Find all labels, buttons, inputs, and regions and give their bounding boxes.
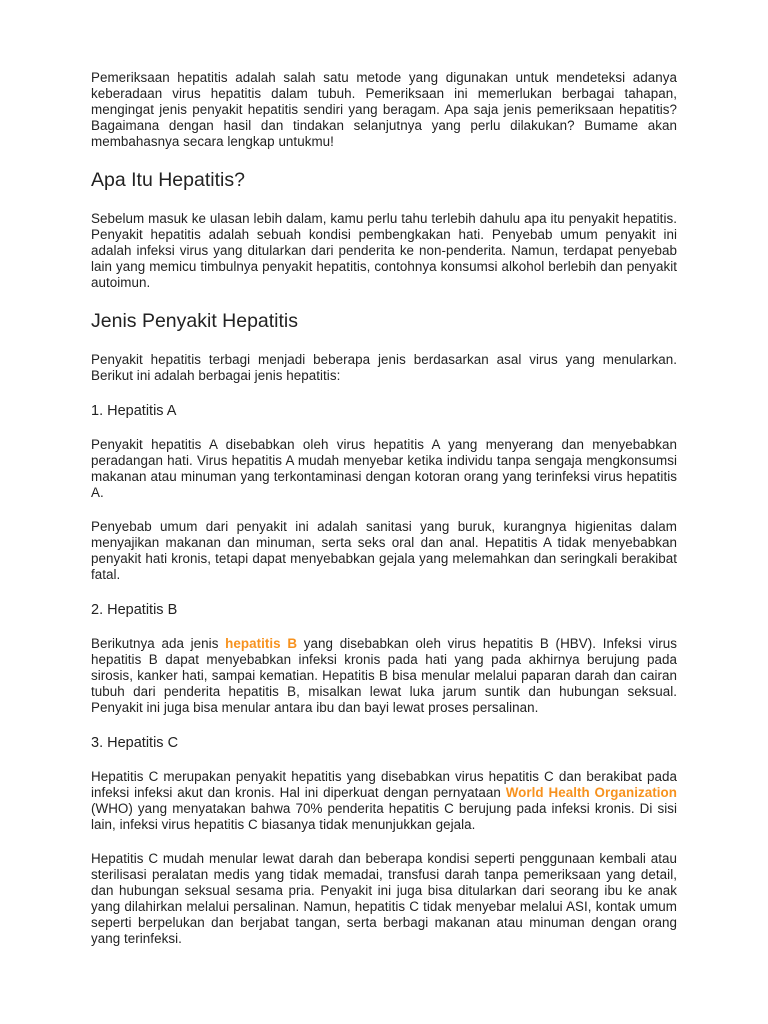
heading-hepatitis-b: 2. Hepatitis B — [91, 602, 178, 618]
paragraph-hepatitis-c-1 — [91, 769, 677, 833]
hepatitis-b-link[interactable]: hepatitis B — [225, 636, 298, 651]
who-link[interactable]: World Health Organization — [505, 785, 677, 800]
paragraph-hepatitis-b-post: yang disebabkan oleh virus hepatitis B (HBV). Infeksi virus hepatitis B dapat menyebabkan infeksi kronis pada hati yang pada akhirnya berujung pada sirosis, kanker hati, sampai kematian. Hepatitis B bisa menular melalui paparan darah dan cairan tubuh dari penderita hepatitis B, misalkan lewat luka jarum suntik dan hubungan seksual. Penyakit ini juga bisa menular antara ibu dan bayi lewat proses persalinan. — [91, 636, 678, 715]
heading-hepatitis-a: 1. Hepatitis A — [91, 403, 177, 419]
heading-hepatitis-c: 3. Hepatitis C — [91, 735, 179, 751]
intro-paragraph: Pemeriksaan hepatitis adalah salah satu metode yang digunakan untuk mendeteksi adanya keberadaan virus hepatitis dalam tubuh. Pemeriksaan ini memerlukan berbagai tahapan, mengingat jenis penyakit hepatitis sendiri yang beragam. Apa saja jenis pemeriksaan hepatitis? Bagaimana dengan hasil dan tindakan selanjutnya yang perlu dilakukan? Bumame akan membahasnya secara lengkap untukmu! — [91, 70, 677, 149]
paragraph-hepatitis-b — [91, 636, 677, 716]
paragraph-hepatitis-a-1: Penyakit hepatitis A disebabkan oleh virus hepatitis A yang menyerang dan menyebabkan peradangan hati. Virus hepatitis A mudah menyebar ketika individu tanpa sengaja mengkonsumsi makanan atau minuman yang terkontaminasi dengan kotoran orang yang terinfeksi virus hepatitis A. — [91, 437, 677, 500]
paragraph-apa-itu-hepatitis: Sebelum masuk ke ulasan lebih dalam, kamu perlu tahu terlebih dahulu apa itu penyakit hepatitis. Penyakit hepatitis adalah sebuah kondisi pembengkakan hati. Penyebab umum penyakit ini adalah infeksi virus yang ditularkan dari penderita ke non-penderita. Namun, terdapat penyebab lain yang memicu timbulnya penyakit hepatitis, contohnya konsumsi alkohol berlebih dan penyakit autoimun. — [91, 211, 677, 290]
paragraph-hepatitis-a-2: Penyebab umum dari penyakit ini adalah sanitasi yang buruk, kurangnya higienitas dalam menyajikan makanan dan minuman, serta seks oral dan anal. Hepatitis A tidak menyebabkan penyakit hati kronis, tetapi dapat menyebabkan gejala yang melemahkan dan seringkali berakibat fatal. — [91, 519, 677, 582]
paragraph-jenis-penyakit: Penyakit hepatitis terbagi menjadi beberapa jenis berdasarkan asal virus yang menularkan. Berikut ini adalah berbagai jenis hepatitis: — [91, 352, 677, 383]
paragraph-hepatitis-c-2: Hepatitis C mudah menular lewat darah dan beberapa kondisi seperti penggunaan kembali atau sterilisasi peralatan medis yang tidak memadai, transfusi darah tanpa pemeriksaan yang detail, dan hubungan seksual sesama pria. Penyakit ini juga bisa ditularkan dari seorang ibu ke anak yang dilahirkan melalui persalinan. Namun, hepatitis C tidak menyebar melalui ASI, kontak umum seperti berpelukan dan berjabat tangan, serta berbagi makanan atau minuman dengan orang yang terinfeksi. — [91, 851, 677, 946]
paragraph-hepatitis-b-pre: Berikutnya ada jenis — [91, 636, 226, 651]
paragraph-hepatitis-c-1-post: (WHO) yang menyatakan bahwa 70% penderita hepatitis C berujung pada infeksi kronis. Di sisi lain, infeksi virus hepatitis C biasanya tidak menunjukkan gejala. — [91, 801, 677, 832]
heading-jenis-penyakit-hepatitis: Jenis Penyakit Hepatitis — [91, 310, 299, 332]
paragraph-hepatitis-c-1-pre: Hepatitis C merupakan penyakit hepatitis yang disebabkan virus hepatitis C dan berakibat pada infeksi infeksi akut dan kronis. Hal ini diperkuat dengan pernyataan — [91, 769, 677, 800]
heading-apa-itu-hepatitis: Apa Itu Hepatitis? — [91, 169, 245, 191]
